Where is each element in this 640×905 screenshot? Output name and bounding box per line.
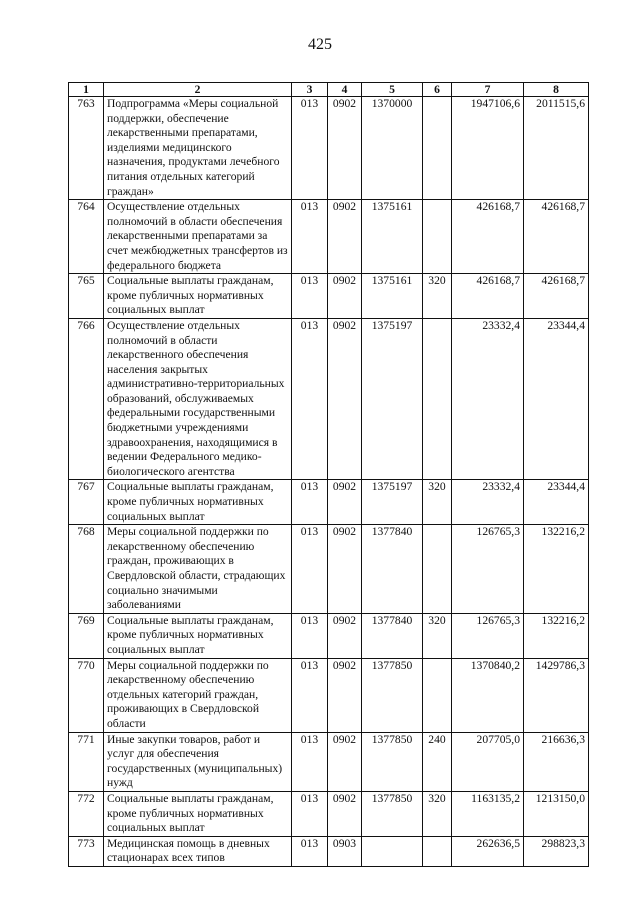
ministry-code: 013 [292, 658, 328, 732]
table-row [69, 480, 589, 525]
table-row [69, 318, 589, 480]
target-article-code: 1375197 [362, 480, 423, 525]
amount-col-7: 262636,5 [452, 836, 524, 866]
ministry-code: 013 [292, 836, 328, 866]
target-article-code: 1377850 [362, 791, 423, 836]
amount-col-7: 23332,4 [452, 480, 524, 525]
section-code: 0902 [328, 274, 362, 319]
expense-type-code [423, 658, 452, 732]
row-description: Меры социальной поддержки по лекарственному обеспечению граждан, проживающих в Свердловской области, страдающих социально значимыми заболеваниями [104, 525, 292, 614]
row-number: 772 [69, 791, 104, 836]
col-header-6: 6 [423, 83, 452, 97]
amount-col-7: 126765,3 [452, 613, 524, 658]
page-number: 425 [308, 36, 332, 53]
amount-col-8: 1429786,3 [524, 658, 589, 732]
amount-col-8: 1213150,0 [524, 791, 589, 836]
row-description: Осуществление отдельных полномочий в области обеспечения лекарственными препаратами за счет межбюджетных трансфертов из федерального бюджета [104, 200, 292, 274]
col-header-3: 3 [292, 83, 328, 97]
amount-col-8: 298823,3 [524, 836, 589, 866]
row-description: Меры социальной поддержки по лекарственному обеспечению отдельных категорий граждан, проживающих в Свердловской области [104, 658, 292, 732]
row-description: Иные закупки товаров, работ и услуг для обеспечения государственных (муниципальных) нужд [104, 732, 292, 791]
target-article-code: 1370000 [362, 97, 423, 200]
amount-col-8: 23344,4 [524, 318, 589, 480]
col-header-1: 1 [69, 83, 104, 97]
expense-type-code: 320 [423, 274, 452, 319]
amount-col-7: 23332,4 [452, 318, 524, 480]
section-code: 0902 [328, 658, 362, 732]
target-article-code: 1377850 [362, 658, 423, 732]
col-header-7: 7 [452, 83, 524, 97]
row-number: 767 [69, 480, 104, 525]
section-code: 0902 [328, 97, 362, 200]
row-description: Осуществление отдельных полномочий в области лекарственного обеспечения населения закрытых административно-территориальных образований, обслуживаемых федеральными государственными бюджетными учреждениями здравоохранения, находящимися в ведении Федерального медико-биологического агентства [104, 318, 292, 480]
expense-type-code: 320 [423, 480, 452, 525]
table-row [69, 732, 589, 791]
section-code: 0902 [328, 613, 362, 658]
expense-type-code [423, 525, 452, 614]
section-code: 0903 [328, 836, 362, 866]
budget-table [68, 82, 589, 867]
row-description: Социальные выплаты гражданам, кроме публичных нормативных социальных выплат [104, 613, 292, 658]
ministry-code: 013 [292, 613, 328, 658]
ministry-code: 013 [292, 791, 328, 836]
target-article-code: 1377840 [362, 613, 423, 658]
section-code: 0902 [328, 732, 362, 791]
ministry-code: 013 [292, 732, 328, 791]
table-row [69, 200, 589, 274]
row-number: 764 [69, 200, 104, 274]
table-row [69, 791, 589, 836]
col-header-5: 5 [362, 83, 423, 97]
ministry-code: 013 [292, 525, 328, 614]
header-row [69, 83, 589, 97]
col-header-2: 2 [104, 83, 292, 97]
amount-col-7: 1163135,2 [452, 791, 524, 836]
expense-type-code: 320 [423, 791, 452, 836]
row-description: Подпрограмма «Меры социальной поддержки, обеспечение лекарственными препаратами, изделиями медицинского назначения, продуктами лечебного питания отдельных категорий граждан» [104, 97, 292, 200]
target-article-code: 1377840 [362, 525, 423, 614]
table-row [69, 274, 589, 319]
target-article-code: 1375197 [362, 318, 423, 480]
expense-type-code [423, 97, 452, 200]
expense-type-code: 320 [423, 613, 452, 658]
amount-col-7: 126765,3 [452, 525, 524, 614]
col-header-8: 8 [524, 83, 589, 97]
amount-col-7: 426168,7 [452, 200, 524, 274]
table-row [69, 613, 589, 658]
table-row [69, 97, 589, 200]
amount-col-7: 1947106,6 [452, 97, 524, 200]
row-description: Социальные выплаты гражданам, кроме публичных нормативных социальных выплат [104, 274, 292, 319]
row-number: 770 [69, 658, 104, 732]
row-number: 769 [69, 613, 104, 658]
amount-col-7: 207705,0 [452, 732, 524, 791]
target-article-code: 1377850 [362, 732, 423, 791]
row-number: 773 [69, 836, 104, 866]
amount-col-8: 23344,4 [524, 480, 589, 525]
row-description: Социальные выплаты гражданам, кроме публичных нормативных социальных выплат [104, 791, 292, 836]
expense-type-code: 240 [423, 732, 452, 791]
amount-col-8: 426168,7 [524, 200, 589, 274]
target-article-code: 1375161 [362, 200, 423, 274]
expense-type-code [423, 836, 452, 866]
target-article-code [362, 836, 423, 866]
section-code: 0902 [328, 525, 362, 614]
amount-col-8: 2011515,6 [524, 97, 589, 200]
target-article-code: 1375161 [362, 274, 423, 319]
amount-col-7: 1370840,2 [452, 658, 524, 732]
table-row [69, 525, 589, 614]
row-number: 766 [69, 318, 104, 480]
amount-col-8: 132216,2 [524, 613, 589, 658]
ministry-code: 013 [292, 274, 328, 319]
amount-col-8: 132216,2 [524, 525, 589, 614]
amount-col-8: 426168,7 [524, 274, 589, 319]
row-number: 771 [69, 732, 104, 791]
table-row [69, 658, 589, 732]
row-number: 763 [69, 97, 104, 200]
ministry-code: 013 [292, 97, 328, 200]
expense-type-code [423, 318, 452, 480]
section-code: 0902 [328, 318, 362, 480]
section-code: 0902 [328, 200, 362, 274]
section-code: 0902 [328, 480, 362, 525]
amount-col-8: 216636,3 [524, 732, 589, 791]
row-description: Социальные выплаты гражданам, кроме публичных нормативных социальных выплат [104, 480, 292, 525]
row-number: 768 [69, 525, 104, 614]
ministry-code: 013 [292, 318, 328, 480]
amount-col-7: 426168,7 [452, 274, 524, 319]
ministry-code: 013 [292, 480, 328, 525]
row-number: 765 [69, 274, 104, 319]
expense-type-code [423, 200, 452, 274]
ministry-code: 013 [292, 200, 328, 274]
section-code: 0902 [328, 791, 362, 836]
row-description: Медицинская помощь в дневных стационарах всех типов [104, 836, 292, 866]
table-row [69, 836, 589, 866]
col-header-4: 4 [328, 83, 362, 97]
